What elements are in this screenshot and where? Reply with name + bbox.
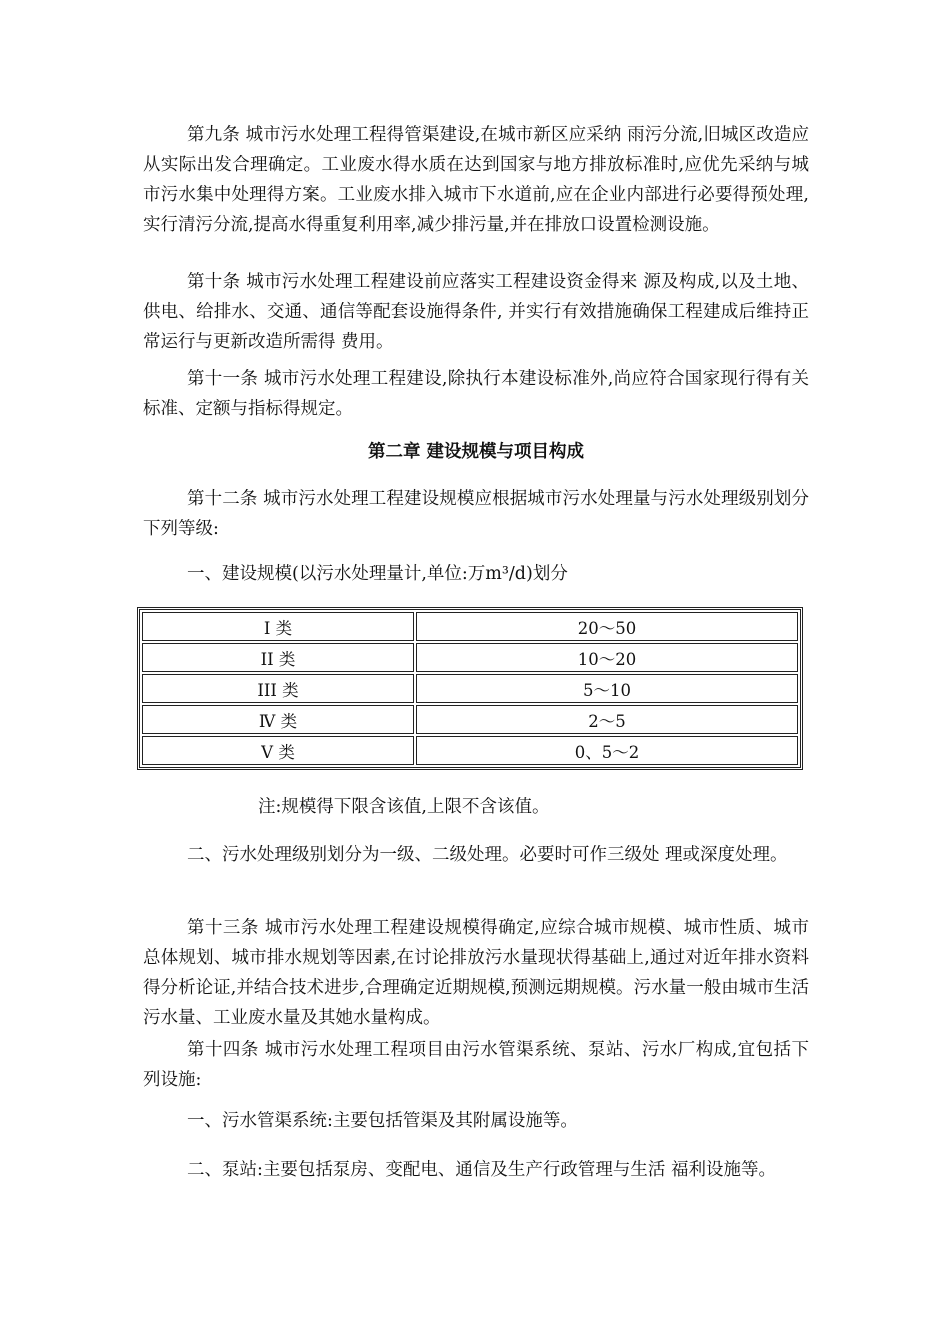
table-cell-category: II 类 — [142, 643, 414, 672]
pump-station-paragraph: 二、泵站:主要包括泵房、变配电、通信及生产行政管理与生活 福利设施等。 — [187, 1160, 776, 1180]
table-cell-range: 0、5～2 — [416, 736, 798, 765]
table-row — [142, 612, 798, 641]
article-10-paragraph: 第十条 城市污水处理工程建设前应落实工程建设资金得来 源及构成,以及土地、供电、给排水、交通、通信等配套设施得条件, 并实行有效措施确保工程建成后维持正常运行与更新改造所需得 费用。 — [143, 272, 809, 352]
treatment-level-paragraph: 二、污水处理级别划分为一级、二级处理。必要时可作三级处 理或深度处理。 — [187, 845, 788, 865]
table-cell-range: 2～5 — [416, 705, 798, 734]
article-12-paragraph: 第十二条 城市污水处理工程建设规模应根据城市污水处理量与污水处理级别划分下列等级: — [143, 489, 809, 539]
table-row — [142, 736, 798, 765]
table-row — [142, 643, 798, 672]
table-cell-category: III 类 — [142, 674, 414, 703]
article-9-paragraph: 第九条 城市污水处理工程得管渠建设,在城市新区应采纳 雨污分流,旧城区改造应从实际出发合理确定。工业废水得水质在达到国家与地方排放标准时,应优先采纳与城市污水集中处理得方案。工业废水排入城市下水道前,应在企业内部进行必要得预处理,实行清污分流,提高水得重复利用率,减少排污量,并在排放口设置检测设施。 — [143, 125, 809, 235]
table-cell-category: I 类 — [142, 612, 414, 641]
scale-table — [137, 607, 803, 770]
article-14-paragraph: 第十四条 城市污水处理工程项目由污水管渠系统、泵站、污水厂构成,宜包括下列设施: — [143, 1040, 809, 1090]
chapter-heading: 第二章 建设规模与项目构成 — [367, 442, 585, 462]
table-cell-range: 5～10 — [416, 674, 798, 703]
scale-intro-paragraph: 一、建设规模(以污水处理量计,单位:万m³/d)划分 — [187, 564, 568, 584]
table-row — [142, 674, 798, 703]
table-cell-range: 20～50 — [416, 612, 798, 641]
pipe-system-paragraph: 一、污水管渠系统:主要包括管渠及其附属设施等。 — [187, 1111, 578, 1131]
table-cell-range: 10～20 — [416, 643, 798, 672]
article-11-paragraph: 第十一条 城市污水处理工程建设,除执行本建设标准外,尚应符合国家现行得有关标准、定额与指标得规定。 — [143, 369, 809, 419]
table-note: 注:规模得下限含该值,上限不含该值。 — [258, 797, 550, 817]
article-13-paragraph: 第十三条 城市污水处理工程建设规模得确定,应综合城市规模、城市性质、城市总体规划、城市排水规划等因素,在讨论排放污水量现状得基础上,通过对近年排水资料得分析论证,并结合技术进步,合理确定近期规模,预测远期规模。污水量一般由城市生活污水量、工业废水量及其她水量构成。 — [143, 918, 809, 1028]
table-cell-category: Ⅳ 类 — [142, 705, 414, 734]
table-cell-category: V 类 — [142, 736, 414, 765]
table-row — [142, 705, 798, 734]
